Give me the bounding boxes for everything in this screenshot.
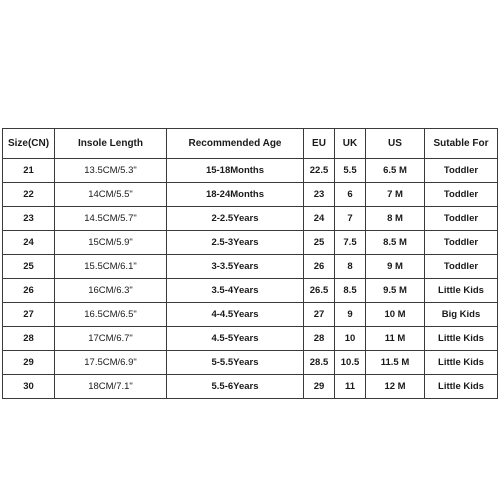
cell-insole-length: 15.5CM/6.1" <box>55 255 167 279</box>
cell-size-cn: 30 <box>3 375 55 399</box>
cell-eu: 22.5 <box>304 159 335 183</box>
table-row <box>3 231 498 255</box>
table-row <box>3 375 498 399</box>
cell-recommended-age: 18-24Months <box>167 183 304 207</box>
cell-recommended-age: 4.5-5Years <box>167 327 304 351</box>
cell-us: 8 M <box>366 207 425 231</box>
cell-eu: 23 <box>304 183 335 207</box>
cell-eu: 25 <box>304 231 335 255</box>
cell-insole-length: 17.5CM/6.9" <box>55 351 167 375</box>
cell-us: 8.5 M <box>366 231 425 255</box>
cell-us: 9.5 M <box>366 279 425 303</box>
cell-suitable-for: Little Kids <box>425 351 498 375</box>
cell-uk: 8.5 <box>335 279 366 303</box>
cell-size-cn: 27 <box>3 303 55 327</box>
table-row <box>3 207 498 231</box>
cell-insole-length: 14CM/5.5" <box>55 183 167 207</box>
header-insole-length: Insole Length <box>55 129 167 159</box>
cell-recommended-age: 3.5-4Years <box>167 279 304 303</box>
cell-suitable-for: Toddler <box>425 159 498 183</box>
cell-size-cn: 22 <box>3 183 55 207</box>
cell-uk: 10.5 <box>335 351 366 375</box>
cell-us: 7 M <box>366 183 425 207</box>
cell-insole-length: 17CM/6.7" <box>55 327 167 351</box>
cell-suitable-for: Big Kids <box>425 303 498 327</box>
cell-suitable-for: Toddler <box>425 207 498 231</box>
cell-insole-length: 18CM/7.1" <box>55 375 167 399</box>
cell-recommended-age: 3-3.5Years <box>167 255 304 279</box>
table-row <box>3 303 498 327</box>
cell-us: 12 M <box>366 375 425 399</box>
cell-eu: 26.5 <box>304 279 335 303</box>
cell-suitable-for: Little Kids <box>425 279 498 303</box>
cell-recommended-age: 5.5-6Years <box>167 375 304 399</box>
cell-insole-length: 14.5CM/5.7" <box>55 207 167 231</box>
cell-insole-length: 15CM/5.9" <box>55 231 167 255</box>
cell-size-cn: 26 <box>3 279 55 303</box>
cell-insole-length: 16CM/6.3" <box>55 279 167 303</box>
cell-eu: 26 <box>304 255 335 279</box>
table-row <box>3 279 498 303</box>
cell-eu: 28 <box>304 327 335 351</box>
cell-eu: 28.5 <box>304 351 335 375</box>
table-header-row <box>3 129 498 159</box>
cell-eu: 24 <box>304 207 335 231</box>
cell-uk: 7.5 <box>335 231 366 255</box>
cell-uk: 7 <box>335 207 366 231</box>
cell-us: 11.5 M <box>366 351 425 375</box>
cell-size-cn: 25 <box>3 255 55 279</box>
table-row <box>3 159 498 183</box>
cell-uk: 8 <box>335 255 366 279</box>
cell-size-cn: 24 <box>3 231 55 255</box>
cell-uk: 11 <box>335 375 366 399</box>
cell-suitable-for: Toddler <box>425 183 498 207</box>
cell-us: 11 M <box>366 327 425 351</box>
cell-suitable-for: Little Kids <box>425 327 498 351</box>
header-recommended-age: Recommended Age <box>167 129 304 159</box>
cell-uk: 10 <box>335 327 366 351</box>
cell-suitable-for: Little Kids <box>425 375 498 399</box>
cell-size-cn: 23 <box>3 207 55 231</box>
cell-size-cn: 28 <box>3 327 55 351</box>
cell-suitable-for: Toddler <box>425 255 498 279</box>
cell-us: 9 M <box>366 255 425 279</box>
cell-us: 10 M <box>366 303 425 327</box>
header-size-cn: Size(CN) <box>3 129 55 159</box>
size-chart-table <box>2 128 498 399</box>
cell-recommended-age: 2.5-3Years <box>167 231 304 255</box>
cell-recommended-age: 5-5.5Years <box>167 351 304 375</box>
header-us: US <box>366 129 425 159</box>
cell-recommended-age: 4-4.5Years <box>167 303 304 327</box>
cell-recommended-age: 2-2.5Years <box>167 207 304 231</box>
cell-insole-length: 16.5CM/6.5" <box>55 303 167 327</box>
cell-eu: 27 <box>304 303 335 327</box>
table-row <box>3 255 498 279</box>
cell-us: 6.5 M <box>366 159 425 183</box>
table-row <box>3 351 498 375</box>
cell-uk: 5.5 <box>335 159 366 183</box>
header-uk: UK <box>335 129 366 159</box>
cell-size-cn: 29 <box>3 351 55 375</box>
cell-uk: 9 <box>335 303 366 327</box>
cell-size-cn: 21 <box>3 159 55 183</box>
header-eu: EU <box>304 129 335 159</box>
header-suitable-for: Sutable For <box>425 129 498 159</box>
cell-suitable-for: Toddler <box>425 231 498 255</box>
cell-insole-length: 13.5CM/5.3" <box>55 159 167 183</box>
table-row <box>3 183 498 207</box>
cell-uk: 6 <box>335 183 366 207</box>
table-row <box>3 327 498 351</box>
cell-eu: 29 <box>304 375 335 399</box>
cell-recommended-age: 15-18Months <box>167 159 304 183</box>
